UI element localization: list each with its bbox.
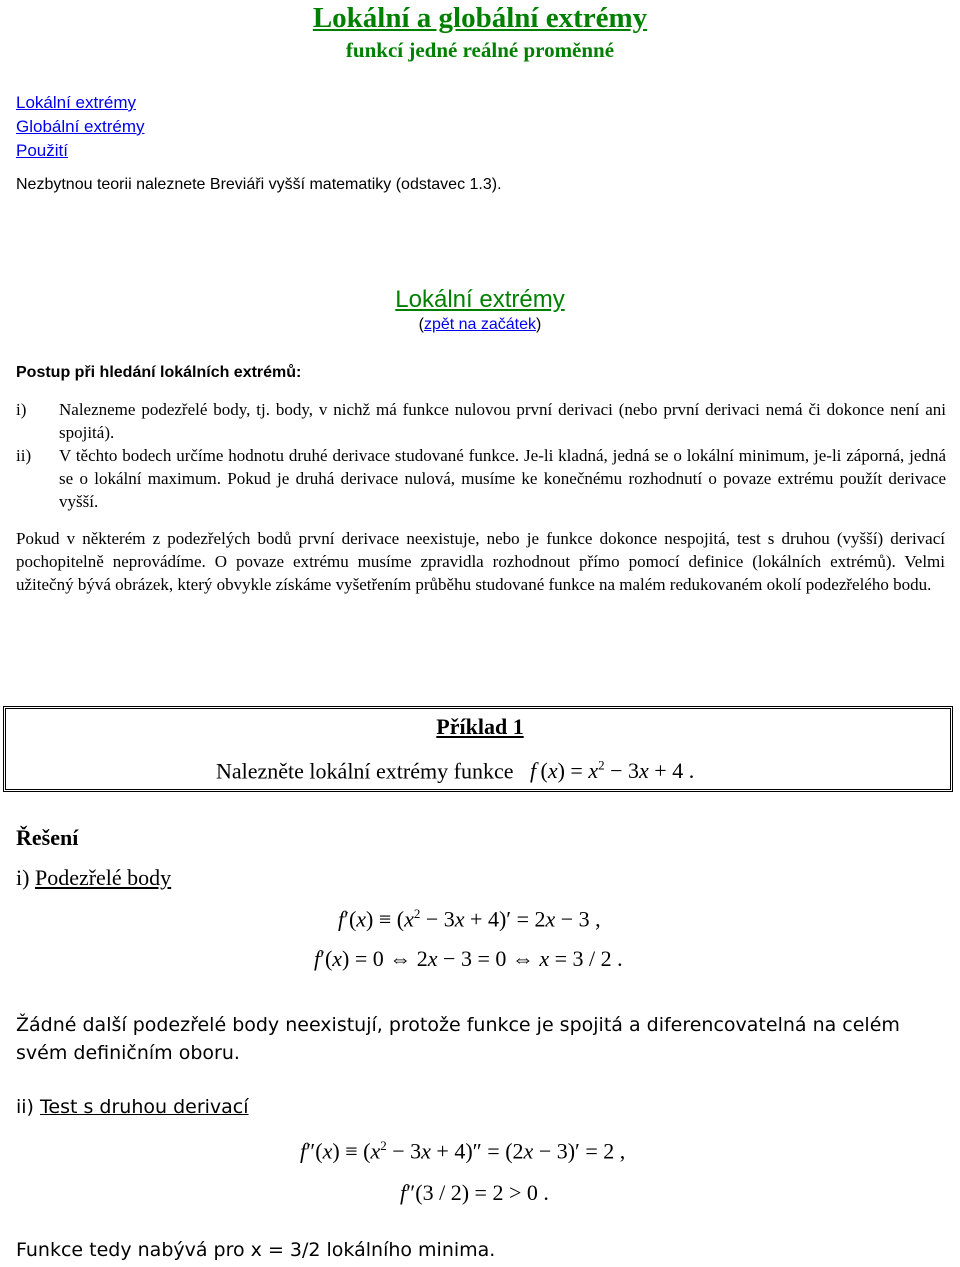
back-to-top: (zpět na začátek) [418,316,542,333]
critical-point-equation: f′(x) = 0 ⇔ 2x − 3 = 0 ⇔ x = 3 / 2 . [314,946,623,971]
section-title: Lokální extrémy [395,286,565,313]
table-of-contents [16,91,145,163]
solution-heading: Řešení [16,825,79,850]
toc-link-usage[interactable]: Použití [16,141,68,160]
back-to-top-link[interactable]: zpět na začátek [423,316,537,333]
first-derivative-equation: $f'(x) \equiv (x^2 - 3x + 4)' = 2x - 3$ , [338,906,601,932]
procedure-step: i) Nalezneme podezřelé body, tj. body, v nichž má funkce nulovou první derivaci (nebo první derivaci nemá či dokonce není ani spojitá). [16,400,946,442]
part1-heading: i) Podezřelé body [16,865,172,890]
procedure-steps [16,398,946,513]
procedure-note: Pokud v některém z podezřelých bodů první derivace neexistuje, nebo je funkce dokonce nespojitá, test s druhou (vyšší) derivací pochopitelně neprovádíme. O povaze extrému musíme zpravidla rozhodnout přímo pomocí definice (lokálních extrémů). Velmi užitečný bývá obrázek, který obvykle získáme vyšetřením průběhu studované funkce na malém redukovaném okolí podezřelého bodu. [16,529,945,594]
toc-link-local[interactable]: Lokální extrémy [16,93,136,112]
procedure-step: ii) V těchto bodech určíme hodnotu druhé derivace studované funkce. Je-li kladná, jedná se o lokální minimum, je-li záporná, jedná se o lokální maximum. Pokud je druhá derivace nulová, musíme ke konečnému rozhodnutí o povaze extrému použít derivace vyšší. [16,446,946,511]
page-title: Lokální a globální extrémy [312,2,648,34]
second-derivative-equation: $f''(x) \equiv (x^2 - 3x + 4)'' = (2x - 3)' = 2$ , [300,1138,626,1164]
function-formula: f $(x) = x^2 - 3x + 4$ . [529,758,695,784]
toc-link-global[interactable]: Globální extrémy [16,117,145,136]
second-derivative-value: f″(3 / 2) = 2 > 0 . [400,1180,549,1205]
part1-conclusion: Žádné další podezřelé body neexistují, protože funkce je spojitá a diferencovatelná na celém svém definičním oboru. [16,1014,900,1064]
part2-heading: ii) Test s druhou derivací [16,1096,249,1118]
example-title: Příklad 1 [436,714,524,739]
intro-text: Nezbytnou teorii naleznete Breviáři vyšší matematiky (odstavec 1.3). [16,176,502,193]
example-task: Nalezněte lokální extrémy funkce f $(x) = x^2 - 3x + 4$ . [216,758,695,784]
page-subtitle: funkcí jedné reálné proměnné [345,38,615,62]
final-conclusion: Funkce tedy nabývá pro x = 3/2 lokálního minima. [16,1239,496,1261]
procedure-heading: Postup při hledání lokálních extrémů: [16,364,302,381]
